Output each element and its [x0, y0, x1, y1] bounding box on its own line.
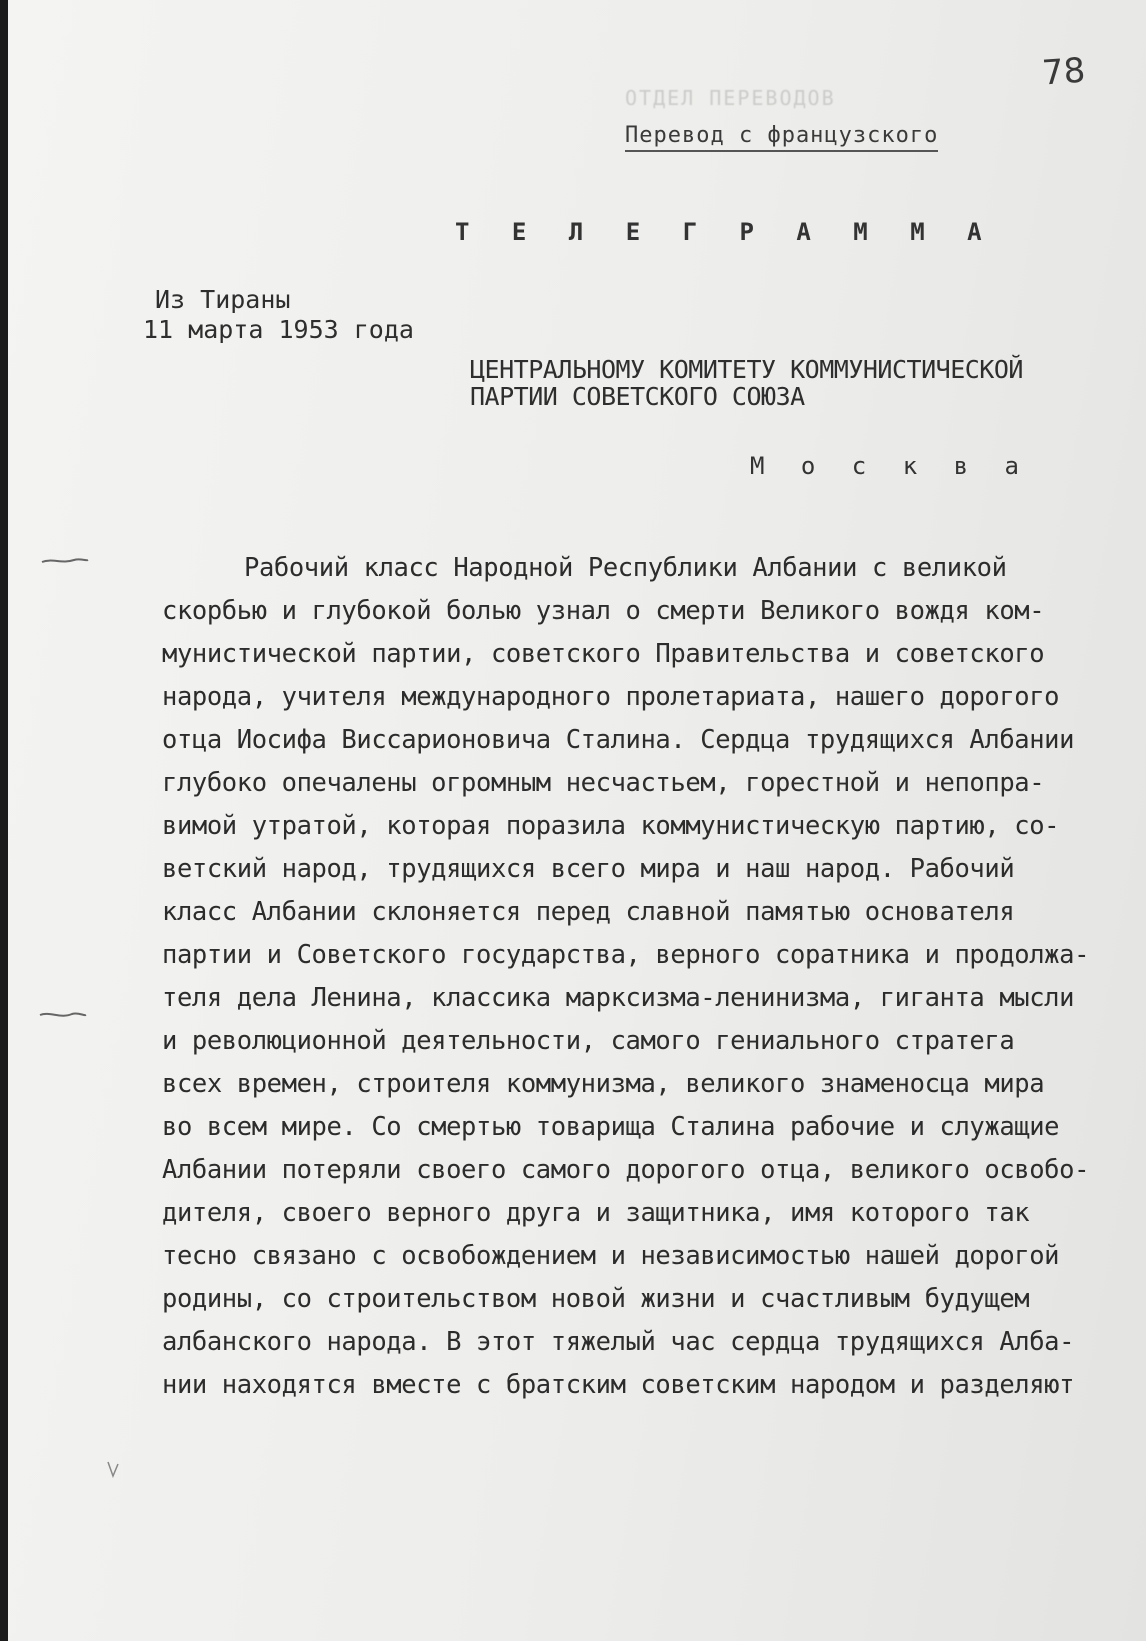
- check-mark-icon: [106, 1460, 120, 1478]
- body-line: отца Иосифа Виссарионовича Сталина. Сердца трудящихся Албании: [162, 725, 1075, 755]
- telegram-body: [162, 547, 1122, 1407]
- addressee-line-2: ПАРТИИ СОВЕТСКОГО СОЮЗА: [470, 382, 805, 411]
- body-line: нии находятся вместе с братским советским народом и разделяют: [162, 1370, 1075, 1400]
- document-title: Т Е Л Е Г Р А М М А: [455, 218, 996, 246]
- body-line: вимой утратой, которая поразила коммунистическую партию, со-: [162, 811, 1060, 841]
- addressee-line-1: ЦЕНТРАЛЬНОМУ КОМИТЕТУ КОММУНИСТИЧЕСКОЙ: [470, 355, 1023, 384]
- body-line: родины, со строительством новой жизни и счастливым будущем: [162, 1284, 1030, 1314]
- body-line: дителя, своего верного друга и защитника, имя которого так: [162, 1198, 1030, 1228]
- body-line: народа, учителя международного пролетариата, нашего дорогого: [162, 682, 1060, 712]
- body-line: теля дела Ленина, классика марксизма-ленинизма, гиганта мысли: [162, 983, 1075, 1013]
- origin-date: 11 марта 1953 года: [143, 315, 414, 344]
- body-line: всех времен, строителя коммунизма, великого знаменосца мира: [162, 1069, 1045, 1099]
- body-line: во всем мире. Со смертью товарища Сталина рабочие и служащие: [162, 1112, 1060, 1142]
- body-line: и революционной деятельности, самого гениального стратега: [162, 1026, 1015, 1056]
- body-line: тесно связано с освобождением и независимостью нашей дорогой: [162, 1241, 1060, 1271]
- margin-mark-icon: [40, 556, 90, 566]
- body-line: албанского народа. В этот тяжелый час сердца трудящихся Алба-: [162, 1327, 1075, 1357]
- body-line: глубоко опечалены огромным несчастьем, горестной и непопра-: [162, 768, 1045, 798]
- translation-note: Перевод с французского: [625, 123, 938, 152]
- page-number: 78: [1040, 50, 1087, 94]
- body-line: класс Албании склоняется перед славной памятью основателя: [162, 897, 1015, 927]
- body-line: ветский народ, трудящихся всего мира и наш народ. Рабочий: [162, 854, 1015, 884]
- origin-city: Из Тираны: [155, 285, 291, 314]
- scan-edge: [0, 0, 8, 1641]
- body-line: скорбью и глубокой болью узнал о смерти Великого вождя ком-: [162, 596, 1045, 626]
- body-line: партии и Советского государства, верного соратника и продолжа-: [162, 940, 1090, 970]
- faded-stamp: ОТДЕЛ ПЕРЕВОДОВ: [625, 86, 836, 110]
- body-line: Албании потеряли своего самого дорогого отца, великого освобо-: [162, 1155, 1090, 1185]
- margin-mark-icon: [38, 1010, 88, 1020]
- body-line: мунистической партии, советского Правительства и советского: [162, 639, 1045, 669]
- body-line: Рабочий класс Народной Республики Албании с великой: [244, 553, 1007, 583]
- addressee-city: М о с к в а: [750, 452, 1030, 480]
